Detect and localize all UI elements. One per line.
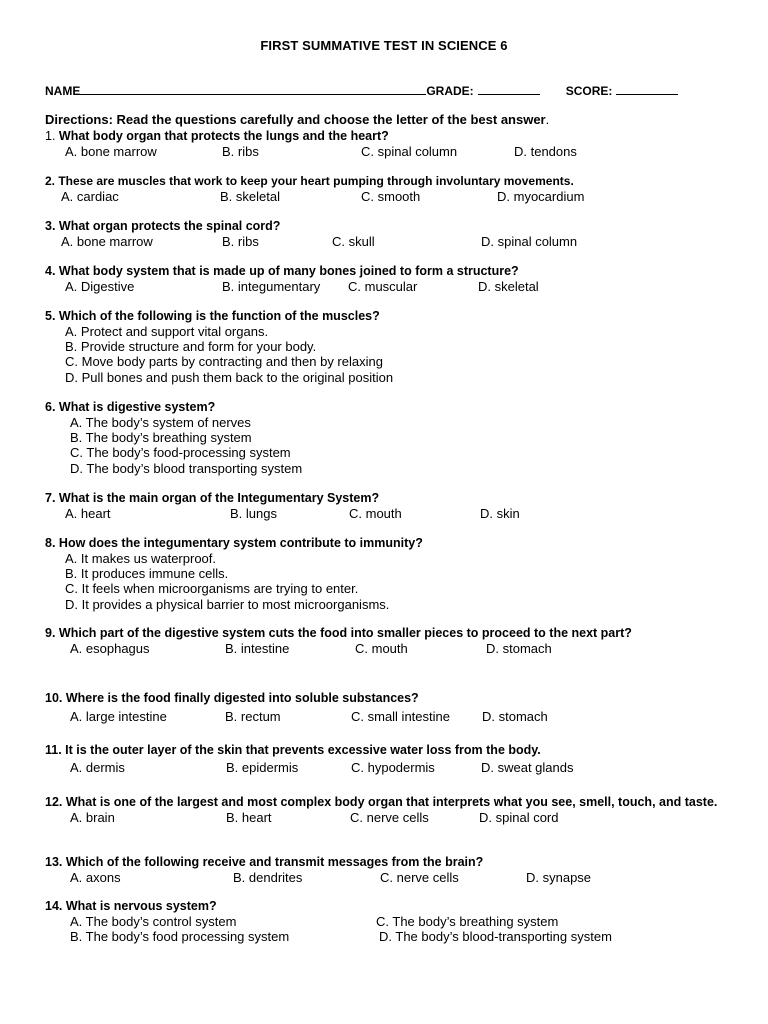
question-2 — [45, 174, 735, 204]
question-4 — [45, 264, 735, 294]
option-d[interactable]: D. sweat glands — [481, 760, 574, 775]
question-text: 9. Which part of the digestive system cuts the food into smaller pieces to proceed to the next part? — [45, 626, 632, 640]
option-b[interactable]: B. ribs — [222, 234, 259, 249]
options-row — [45, 506, 735, 521]
question-text: 10. Where is the food finally digested into soluble substances? — [45, 691, 419, 705]
option-b[interactable]: B. lungs — [230, 506, 277, 521]
page-title: FIRST SUMMATIVE TEST IN SCIENCE 6 — [260, 38, 508, 53]
option-a[interactable]: A. It makes us waterproof. — [65, 551, 217, 566]
option-c[interactable]: C. The body’s breathing system — [376, 914, 559, 929]
options-row — [45, 914, 735, 929]
option-a[interactable]: A. The body’s system of nerves — [70, 415, 251, 430]
option-d[interactable]: D. spinal cord — [479, 810, 559, 825]
question-text: 5. Which of the following is the function of the muscles? — [45, 309, 380, 323]
option-d[interactable]: D. skeletal — [478, 279, 539, 294]
option-a[interactable]: A. large intestine — [70, 709, 167, 724]
option-c[interactable]: C. mouth — [349, 506, 402, 521]
options-row — [45, 279, 735, 294]
option-a[interactable]: A. Protect and support vital organs. — [65, 324, 269, 339]
option-a[interactable]: A. dermis — [70, 760, 125, 775]
option-a[interactable]: A. bone marrow — [61, 234, 153, 249]
option-b[interactable]: B. ribs — [222, 144, 259, 159]
option-d[interactable]: D. myocardium — [497, 189, 585, 204]
option-c[interactable]: C. mouth — [355, 641, 408, 656]
question-text: 11. It is the outer layer of the skin that prevents excessive water loss from the body. — [45, 743, 541, 757]
question-12 — [45, 795, 735, 825]
option-b[interactable]: B. intestine — [225, 641, 290, 656]
option-a[interactable]: A. brain — [70, 810, 115, 825]
question-1 — [45, 129, 735, 159]
option-d[interactable]: D. tendons — [514, 144, 577, 159]
question-text: 1. What body organ that protects the lungs and the heart? — [45, 129, 389, 143]
option-c[interactable]: C. Move body parts by contracting and then by relaxing — [65, 354, 383, 370]
question-text: 2. These are muscles that work to keep your heart pumping through involuntary movements. — [45, 174, 574, 188]
question-8 — [45, 536, 735, 612]
grade-label: GRADE: — [426, 84, 474, 98]
directions-text: Read the questions carefully and choose the letter of the best answer — [112, 112, 546, 127]
grade-blank[interactable] — [478, 84, 540, 95]
option-c[interactable]: C. skull — [332, 234, 375, 249]
option-a[interactable]: A. Digestive — [65, 279, 135, 294]
options-row — [45, 234, 735, 249]
question-text: 3. What organ protects the spinal cord? — [45, 219, 281, 233]
option-a[interactable]: A. heart — [65, 506, 111, 521]
question-14 — [45, 899, 735, 944]
option-d[interactable]: D. Pull bones and push them back to the original position — [65, 369, 394, 385]
option-b[interactable]: B. heart — [226, 810, 272, 825]
options-row — [45, 929, 735, 944]
option-b[interactable]: B. epidermis — [226, 760, 299, 775]
option-b[interactable]: B. The body’s breathing system — [70, 430, 252, 446]
question-text: 8. How does the integumentary system contribute to immunity? — [45, 536, 423, 550]
option-d[interactable]: D. spinal column — [481, 234, 578, 249]
name-blank[interactable] — [80, 84, 426, 95]
option-c[interactable]: C. nerve cells — [380, 870, 459, 885]
option-b[interactable]: B. dendrites — [233, 870, 303, 885]
option-d[interactable]: D. synapse — [526, 870, 592, 885]
question-5 — [45, 309, 735, 385]
question-9 — [45, 626, 735, 656]
option-b[interactable]: B. The body’s food processing system — [70, 929, 290, 944]
option-b[interactable]: B. integumentary — [222, 279, 321, 294]
question-text: 12. What is one of the largest and most complex body organ that interprets what you see, smell, touch, and taste. — [45, 795, 718, 809]
question-11 — [45, 743, 735, 775]
option-c[interactable]: C. spinal column — [361, 144, 458, 159]
option-d[interactable]: D. stomach — [486, 641, 552, 656]
options-list — [45, 324, 735, 385]
question-3 — [45, 219, 735, 249]
name-label: NAME — [45, 84, 81, 98]
option-d[interactable]: D. The body’s blood-transporting system — [379, 929, 612, 944]
option-a[interactable]: A. axons — [70, 870, 121, 885]
question-text: 6. What is digestive system? — [45, 400, 216, 414]
option-d[interactable]: D. stomach — [482, 709, 548, 724]
option-a[interactable]: A. esophagus — [70, 641, 150, 656]
option-d[interactable]: D. skin — [480, 506, 520, 521]
option-a[interactable]: A. The body’s control system — [70, 914, 237, 929]
question-13 — [45, 855, 735, 885]
options-list — [45, 415, 735, 476]
option-c[interactable]: C. nerve cells — [350, 810, 429, 825]
question-6 — [45, 400, 735, 476]
options-list — [45, 551, 735, 612]
options-row — [45, 760, 735, 775]
options-row — [45, 870, 735, 885]
question-7 — [45, 491, 735, 521]
option-d[interactable]: D. The body’s blood transporting system — [70, 460, 303, 476]
student-info-line — [45, 84, 678, 98]
directions-label: Directions: — [45, 112, 113, 127]
options-row — [45, 189, 735, 204]
options-row — [45, 709, 735, 724]
question-text: 14. What is nervous system? — [45, 899, 217, 913]
option-b[interactable]: B. It produces immune cells. — [65, 566, 229, 582]
option-a[interactable]: A. bone marrow — [65, 144, 157, 159]
option-c[interactable]: C. hypodermis — [351, 760, 435, 775]
question-10 — [45, 691, 735, 724]
option-c[interactable]: C. The body’s food-processing system — [70, 445, 291, 461]
option-b[interactable]: B. skeletal — [220, 189, 280, 204]
option-c[interactable]: C. smooth — [361, 189, 421, 204]
question-text: 13. Which of the following receive and transmit messages from the brain? — [45, 855, 484, 869]
option-a[interactable]: A. cardiac — [61, 189, 119, 204]
question-text: 4. What body system that is made up of many bones joined to form a structure? — [45, 264, 519, 278]
options-row — [45, 144, 735, 159]
question-text: 7. What is the main organ of the Integumentary System? — [45, 491, 380, 505]
option-c[interactable]: C. small intestine — [351, 709, 450, 724]
option-c[interactable]: C. muscular — [348, 279, 418, 294]
option-c[interactable]: C. It feels when microorganisms are trying to enter. — [65, 581, 359, 597]
option-b[interactable]: B. rectum — [225, 709, 281, 724]
option-b[interactable]: B. Provide structure and form for your body. — [65, 339, 317, 355]
option-d[interactable]: D. It provides a physical barrier to most microorganisms. — [65, 596, 390, 612]
score-label: SCORE: — [565, 84, 613, 98]
directions: Directions: Read the questions carefully and choose the letter of the best answer. — [45, 112, 550, 127]
options-row — [45, 810, 735, 825]
score-blank[interactable] — [616, 84, 678, 95]
options-row — [45, 641, 735, 656]
